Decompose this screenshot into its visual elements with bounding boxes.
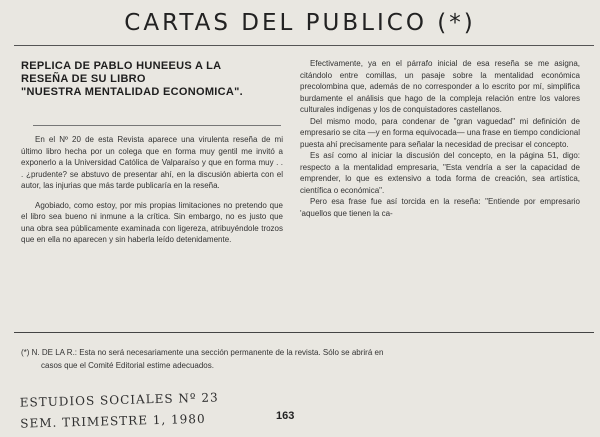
letter-heading: [21, 60, 286, 99]
letter-heading-line: REPLICA DE PABLO HUNEEUS A LA: [21, 60, 222, 72]
paragraph: Efectivamente, ya en el párrafo inicial de esa reseña se me asigna, citándolo entre comillas, un pasaje sobre la mentalidad económica precolombina que, además de no corresponder a lo escrito por mí, simplifica burdamente el análisis que hago de la compleja relación entre los valores culturales indígenas y los de conquistadores castellanos.: [300, 59, 580, 114]
footnote-divider: [14, 332, 594, 333]
right-column: [300, 58, 580, 219]
paragraph: Agobiado, como estoy, por mis propias limitaciones no pretendo que el libro sea bueno ni inmune a la crítica. Sin embargo, no es justo que una obra sea públicamente examinada con ligereza, atribuyéndole trozos que en ella no aparecen y sin haberla leído detenidamente.: [21, 200, 283, 244]
page-title: CARTAS DEL PUBLICO (*): [124, 10, 476, 36]
footnote-line: casos que el Comité Editorial estime adecuados.: [41, 361, 214, 370]
paragraph: Del mismo modo, para condenar de "gran vaguedad" mi definición de empresario se cita —y en forma equivocada— una frase en tiempo condicional puesta ahí precisamente para señalar la necesidad de precisar el concepto.: [300, 116, 580, 149]
paragraph: Pero esa frase fue así torcida en la reseña: "Entiende por empresario 'aquellos que tienen la ca-: [300, 197, 580, 218]
letter-heading-line: "NUESTRA MENTALIDAD ECONOMICA".: [21, 86, 244, 98]
letter-heading-line: RESEÑA DE SU LIBRO: [21, 73, 146, 85]
paragraph: Es así como al iniciar la discusión del concepto, en la página 51, digo: respecto a la mentalidad empresaria, "Esta vendría a ser la capacidad de emprender, lo que es extensivo a toda forma de creación, sea artística, científica o económica".: [300, 151, 580, 195]
top-divider: [14, 45, 594, 46]
page-number: 163: [276, 410, 295, 422]
footnote-line: (*) N. DE LA R.: Esta no será necesariamente una sección permanente de la revista. Sólo se abrirá en: [21, 348, 384, 357]
handwritten-citation: [19, 387, 219, 434]
paragraph: En el Nº 20 de esta Revista aparece una virulenta reseña de mi último libro hecha por un colega que en forma muy gentil me invitó a exponerlo a la Universidad Católica de Valparaíso y que en forma muy . . . ¿prudente? se abstuvo de presentar ahí, en la discusión abierta con el autor, las injurias que más tarde publicaría en la reseña.: [21, 135, 283, 190]
left-column: [21, 134, 283, 254]
heading-divider: [33, 125, 281, 126]
handwritten-line: ESTUDIOS SOCIALES Nº 23: [19, 390, 219, 410]
handwritten-line: SEM. TRIMESTRE 1, 1980: [20, 411, 206, 431]
editor-footnote: [21, 346, 581, 372]
